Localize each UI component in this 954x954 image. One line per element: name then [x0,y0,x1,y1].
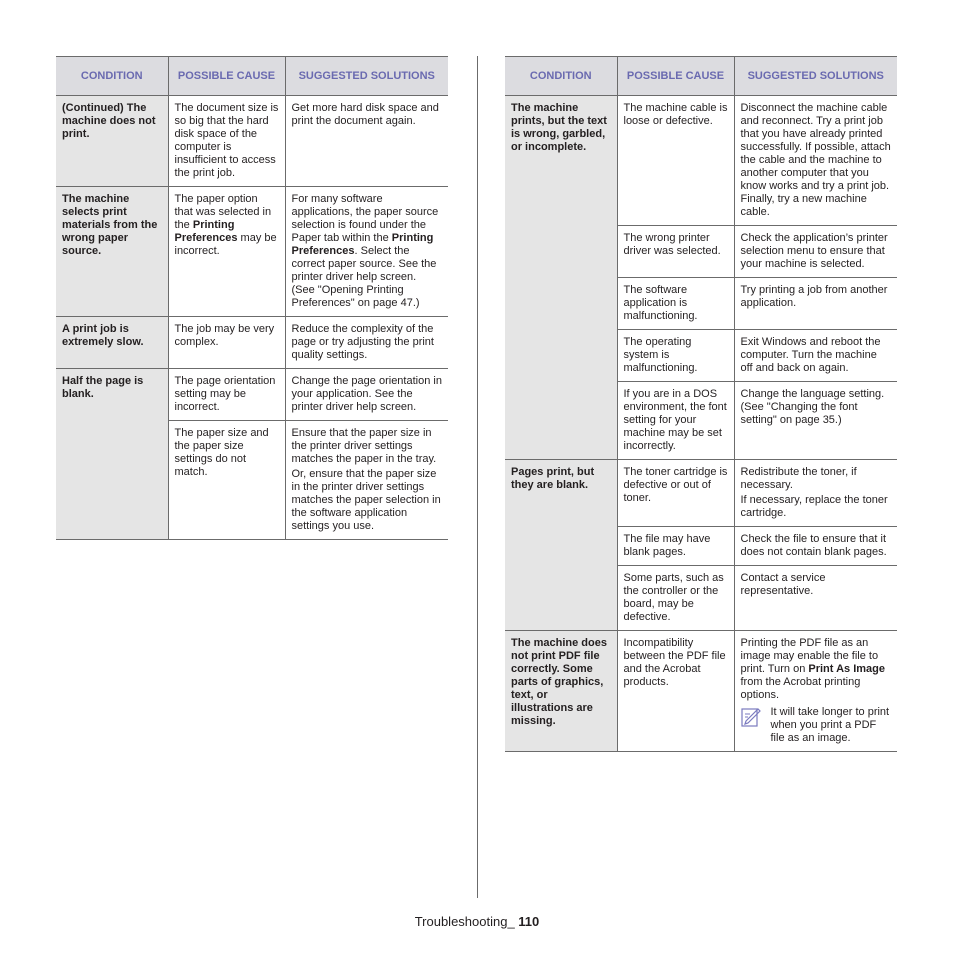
text-run: If necessary, replace the toner cartridge. [740,494,888,519]
text-run: The document size is so big that the hard disk space of the computer is insufficient to access the print job. [174,102,279,179]
text-run: Try printing a job from another application. [740,284,888,309]
bold-term: Printing Preferences [291,232,434,257]
bold-term: Printing Preferences [174,219,238,244]
bold-term: Print As Image [808,663,885,675]
condition-cell: A print job is extremely slow. [56,317,168,369]
condition-cell: The machine does not print PDF file correctly. Some parts of graphics, text, or illustrations are missing. [505,631,617,752]
text-run: Change the language setting. (See "Changing the font setting" on page 35.) [740,388,885,426]
text-run: Check the application’s printer selection menu to ensure that your machine is selected. [740,232,888,270]
solution-paragraph [292,468,443,533]
solution-paragraph [741,232,892,271]
cause-cell [617,631,734,752]
solution-paragraph [741,494,892,520]
text-run: Contact a service representative. [740,572,826,597]
table-row [505,96,897,226]
text-run: may be incorrect. [174,232,277,257]
solution-paragraph [292,375,443,414]
text-run: Or, ensure that the paper size in the printer driver settings matches the paper selection in the software application settings you use. [291,468,441,532]
text-run: . Select the correct paper source. See the printer driver help screen. (See "Opening Printing Preferences" on page 47.) [291,245,437,309]
text-run: The toner cartridge is defective or out of toner. [623,466,728,504]
text-run: Reduce the complexity of the page or try adjusting the print quality settings. [291,323,434,361]
cause-cell [168,317,285,369]
cause-cell [168,187,285,317]
solution-cell [285,421,448,540]
solution-cell [734,460,897,527]
text-run: The paper size and the paper size settings do not match. [174,427,269,478]
table-header-row [56,57,448,96]
solution-paragraph [741,284,892,310]
cause-cell [617,460,734,527]
solution-cell [285,96,448,187]
condition-cell: The machine prints, but the text is wrong, garbled, or incomplete. [505,96,617,460]
page-number: 110 [518,914,540,929]
cause-cell [617,278,734,330]
text-run: The operating system is malfunctioning. [623,336,698,374]
cause-cell [617,330,734,382]
cause-cell [617,527,734,566]
condition-cell: Pages print, but they are blank. [505,460,617,631]
footer-section: Troubleshooting_ [414,914,519,929]
page-footer [0,914,954,929]
solution-cell [734,330,897,382]
table-header-row [505,57,897,96]
solution-paragraph [741,533,892,559]
table-row [505,631,897,752]
cause-cell [168,96,285,187]
text-run: Some parts, such as the controller or the board, may be defective. [623,572,724,623]
text-run: Get more hard disk space and print the document again. [291,102,439,127]
solution-cell [734,278,897,330]
cause-cell [168,421,285,540]
text-run: Disconnect the machine cable and reconnect. Try a print job that you have already printed successfully. If possible, attach the cable and the machine to another computer that you know works and try a print job. Finally, try a new machine cable. [740,102,891,218]
text-run: Printing the PDF file as an image may enable the file to print. Turn on [740,637,879,675]
solution-paragraph [741,637,892,702]
text-run: The machine cable is loose or defective. [623,102,728,127]
solution-cell [734,566,897,631]
solution-paragraph [741,466,892,492]
text-run: from the Acrobat printing options. [740,676,861,701]
text-run: The job may be very complex. [174,323,275,348]
condition-cell: (Continued) The machine does not print. [56,96,168,187]
header-suggested-solutions: SUGGESTED SOLUTIONS [734,57,897,96]
text-run: The page orientation setting may be incorrect. [174,375,276,413]
text-run: The paper option that was selected in the [174,193,272,231]
text-run: Redistribute the toner, if necessary. [740,466,857,491]
solution-cell [285,369,448,421]
cause-cell [617,226,734,278]
note-pencil-icon [741,706,763,728]
solution-cell [734,96,897,226]
solution-paragraph [741,572,892,598]
solution-paragraph [292,427,443,466]
text-run: The software application is malfunctioning. [623,284,698,322]
header-condition: CONDITION [505,57,617,96]
cause-cell [617,96,734,226]
header-condition: CONDITION [56,57,168,96]
text-run: Change the page orientation in your application. See the printer driver help screen. [291,375,442,413]
text-run: Ensure that the paper size in the printer driver settings matches the paper in the tray. [291,427,437,465]
solution-cell [734,226,897,278]
text-run: Check the file to ensure that it does not contain blank pages. [740,533,887,558]
solution-cell [285,317,448,369]
table-row [56,96,448,187]
table-row [56,187,448,317]
solution-paragraph [741,388,892,427]
cause-cell [617,382,734,460]
note-text: It will take longer to print when you print a PDF file as an image. [770,706,890,744]
solution-cell [734,527,897,566]
troubleshooting-table-left [56,56,448,540]
condition-cell: The machine selects print materials from the wrong paper source. [56,187,168,317]
solution-cell [734,631,897,752]
header-suggested-solutions: SUGGESTED SOLUTIONS [285,57,448,96]
solution-cell [285,187,448,317]
troubleshooting-table-right [505,56,897,752]
note-box [741,706,892,745]
solution-paragraph [741,336,892,375]
column-divider [477,56,478,898]
solution-paragraph [741,102,892,219]
solution-paragraph [292,193,443,310]
text-run: The file may have blank pages. [623,533,711,558]
header-possible-cause: POSSIBLE CAUSE [617,57,734,96]
solution-paragraph [292,323,443,362]
text-run: If you are in a DOS environment, the font setting for your machine may be set incorrectly. [623,388,727,452]
table-row [505,460,897,527]
table-row [56,317,448,369]
header-possible-cause: POSSIBLE CAUSE [168,57,285,96]
solution-cell [734,382,897,460]
cause-cell [617,566,734,631]
condition-cell: Half the page is blank. [56,369,168,540]
text-run: For many software applications, the paper source selection is found under the Paper tab within the [291,193,439,244]
text-run: The wrong printer driver was selected. [623,232,721,257]
cause-cell [168,369,285,421]
text-run: Exit Windows and reboot the computer. Turn the machine off and back on again. [740,336,881,374]
solution-paragraph [292,102,443,128]
table-row [56,369,448,421]
text-run: Incompatibility between the PDF file and the Acrobat products. [623,637,726,688]
